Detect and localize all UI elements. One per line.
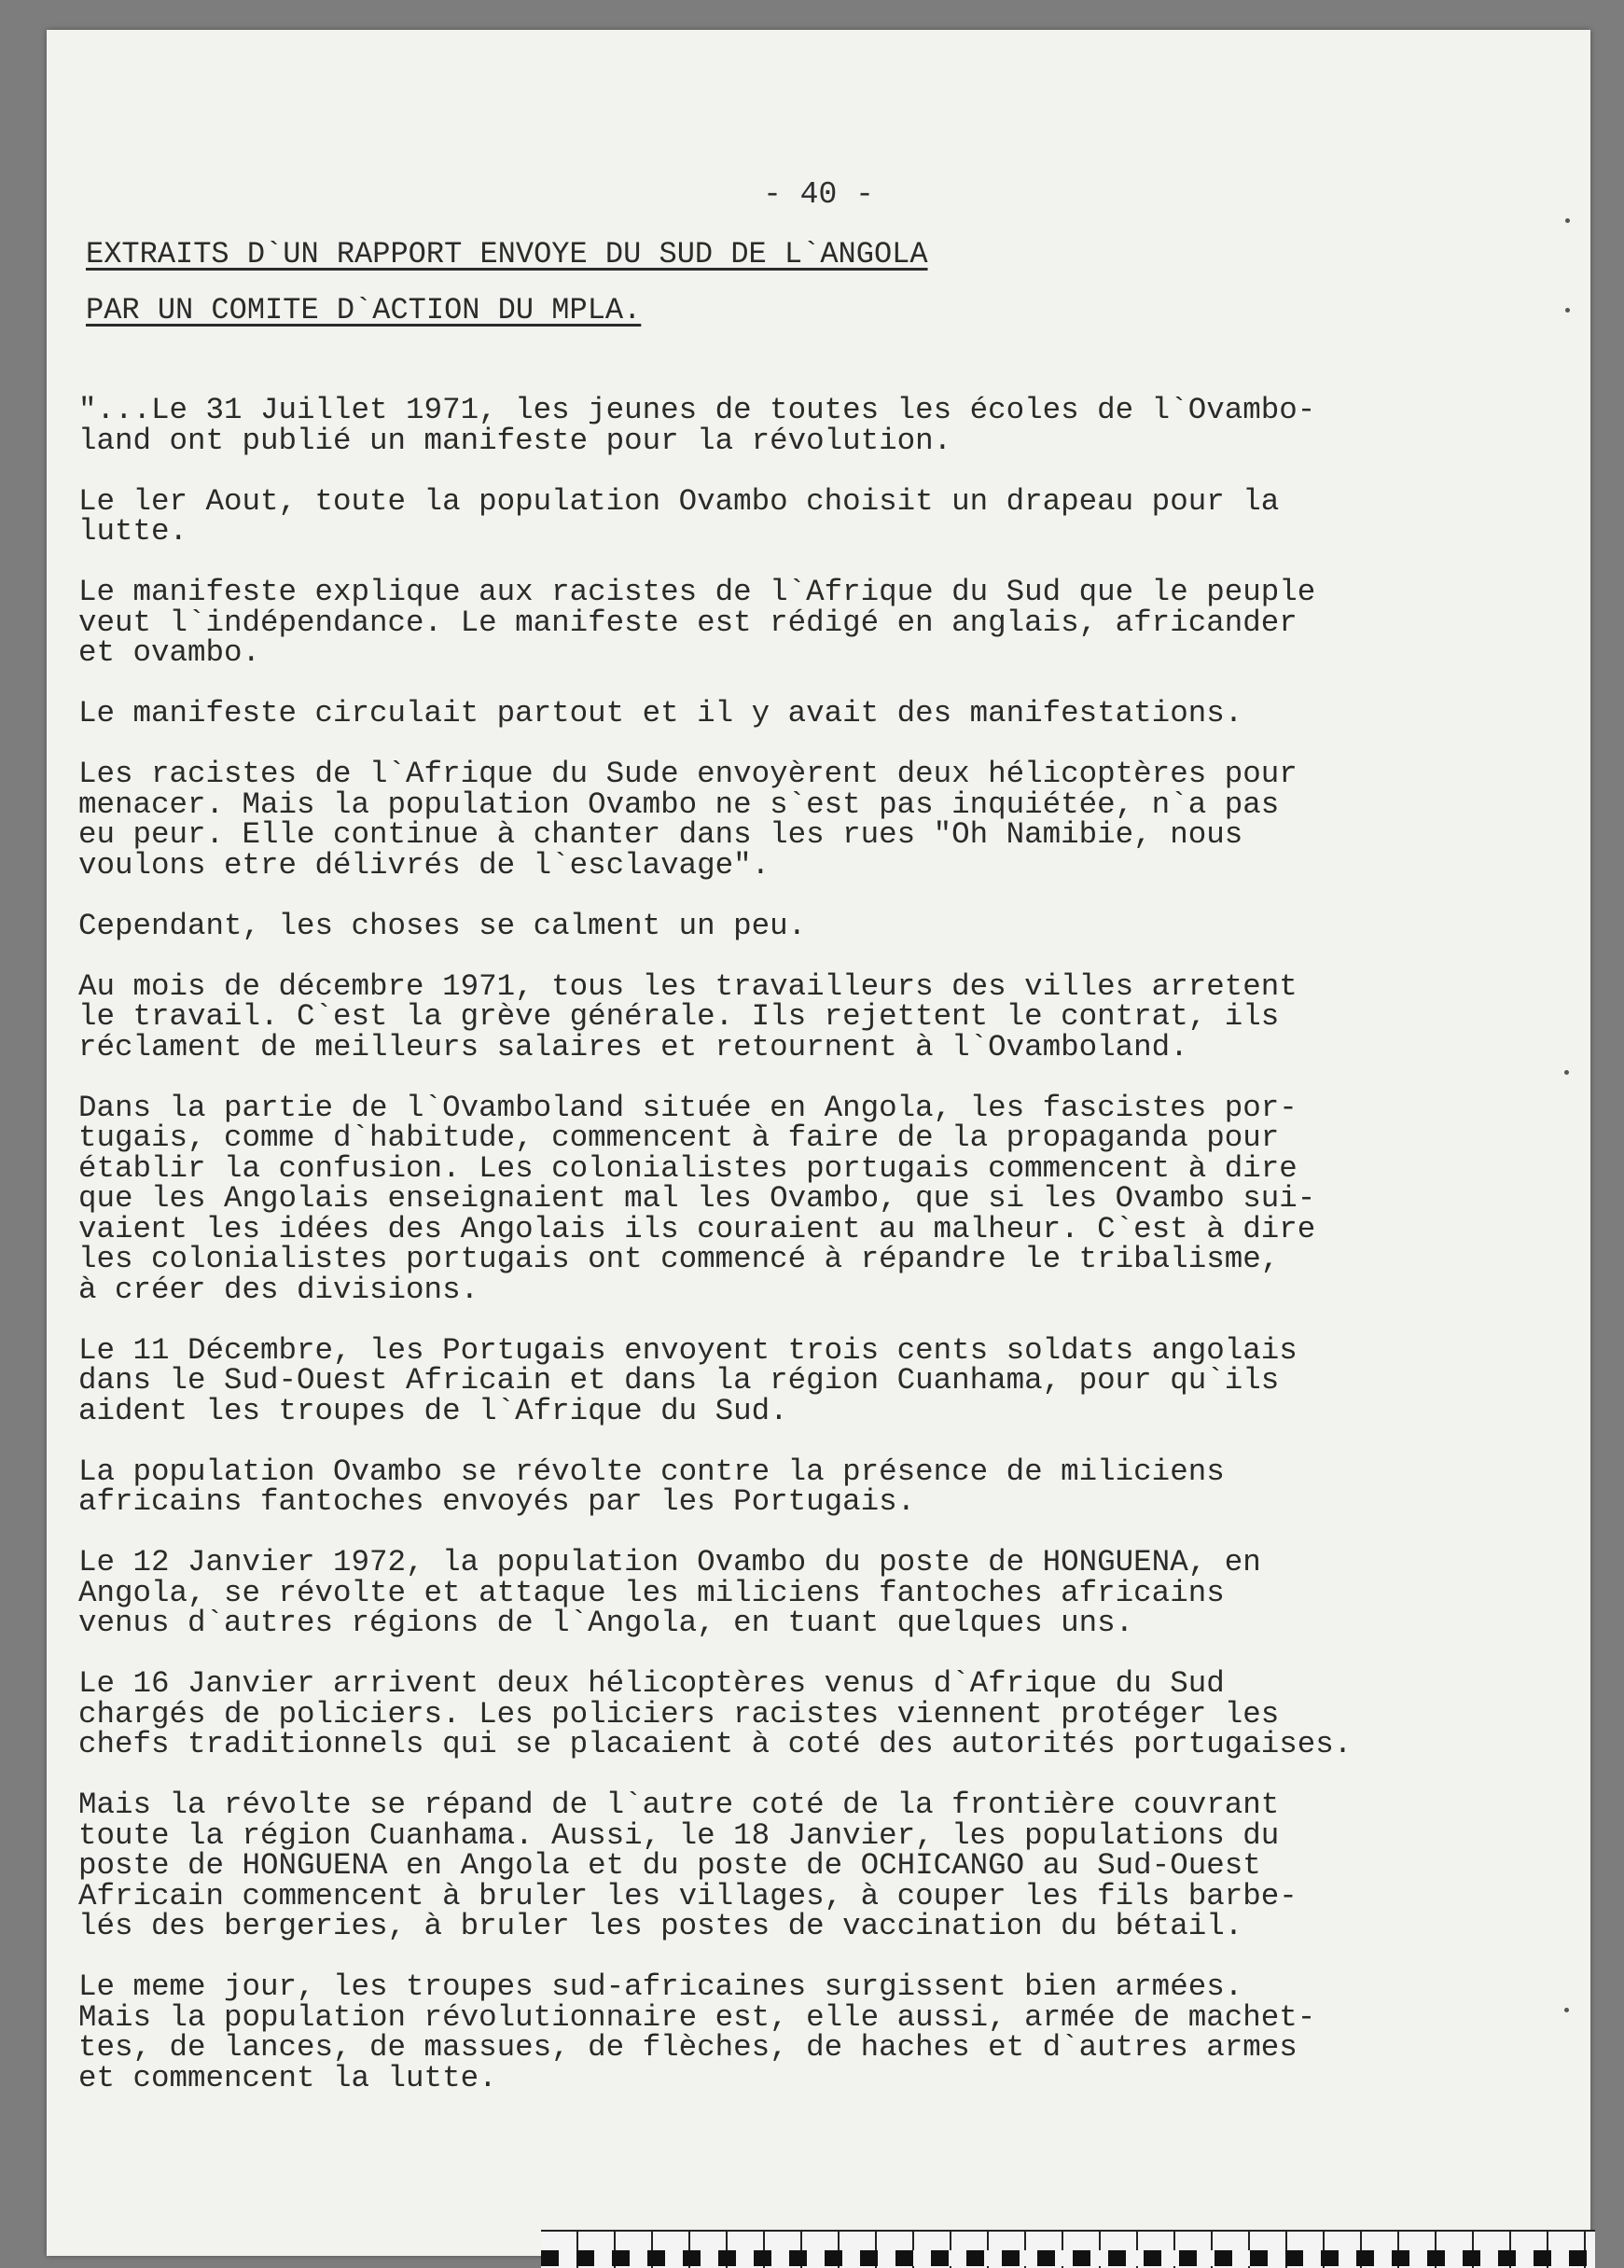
paragraph: "...Le 31 Juillet 1971, les jeunes de toutes les écoles de l`Ovambo- land ont publié un manifeste pour la révolution. bbox=[78, 393, 1316, 458]
paragraph: La population Ovambo se révolte contre la présence de miliciens africains fantoches envoyés par les Portugais. bbox=[78, 1454, 1225, 1519]
paragraph: Le meme jour, les troupes sud-africaines surgissent bien armées. Mais la population révolutionnaire est, elle aussi, armée de machet- tes, de lances, de massues, de flèches, de haches et d`autres armes et commencent la lutte. bbox=[78, 1969, 1316, 2095]
margin-dot bbox=[1565, 308, 1570, 313]
paragraph: Le manifeste circulait partout et il y avait des manifestations. bbox=[78, 696, 1243, 730]
report-body bbox=[78, 393, 1422, 2124]
paragraph: Le 16 Janvier arrivent deux hélicoptères venus d`Afrique du Sud chargés de policiers. Les policiers racistes viennent protéger les chefs traditionnels qui se placaient à coté des autorités portugaises. bbox=[78, 1666, 1353, 1761]
page-number: - 40 - bbox=[763, 177, 874, 212]
paragraph: Cependant, les choses se calment un peu. bbox=[78, 908, 807, 943]
title-line-2: PAR UN COMITE D`ACTION DU MPLA. bbox=[86, 293, 642, 327]
paragraph: Le ler Aout, toute la population Ovambo choisit un drapeau pour la lutte. bbox=[78, 483, 1280, 549]
scale-ruler-strip bbox=[541, 2250, 1595, 2266]
margin-dot bbox=[1564, 1070, 1569, 1075]
paragraph: Mais la révolte se répand de l`autre coté de la frontière couvrant toute la région Cuanhama. Aussi, le 18 Janvier, les populations du poste de HONGUENA en Angola et du poste de OCHICANGO au Sud-Ouest Africain commencent à bruler les villages, à couper les fils barbe- lés des bergeries, à bruler les postes de vaccination du bétail. bbox=[78, 1788, 1298, 1943]
paragraph: Le 12 Janvier 1972, la population Ovambo du poste de HONGUENA, en Angola, se révolte et attaque les miliciens fantoches africains venus d`autres régions de l`Angola, en tuant quelques uns. bbox=[78, 1545, 1261, 1640]
margin-dot bbox=[1564, 2008, 1569, 2012]
paragraph: Le manifeste explique aux racistes de l`Afrique du Sud que le peuple veut l`indépendance. Le manifeste est rédigé en anglais, africander et ovambo. bbox=[78, 575, 1316, 670]
document-page bbox=[47, 30, 1590, 2256]
title-line-1: EXTRAITS D`UN RAPPORT ENVOYE DU SUD DE L`ANGOLA bbox=[86, 237, 928, 271]
paragraph: Dans la partie de l`Ovamboland située en Angola, les fascistes por- tugais, comme d`habitude, commencent à faire de la propaganda pour établir la confusion. Les colonialistes portugais commencent à dire que les Angolais enseignaient mal les Ovambo, que si les Ovambo sui- vaient les idées des Angolais ils couraient au malheur. C`est à dire les colonialistes portugais ont commencé à répandre le tribalisme, à créer des divisions. bbox=[78, 1090, 1316, 1307]
paragraph: Les racistes de l`Afrique du Sude envoyèrent deux hélicoptères pour menacer. Mais la population Ovambo ne s`est pas inquiétée, n`a pas eu peur. Elle continue à chanter dans les rues "Oh Namibie, nous voulons etre délivrés de l`esclavage". bbox=[78, 757, 1298, 883]
paragraph: Le 11 Décembre, les Portugais envoyent trois cents soldats angolais dans le Sud-Ouest Africain et dans la région Cuanhama, pour qu`ils aident les troupes de l`Afrique du Sud. bbox=[78, 1332, 1298, 1428]
margin-dot bbox=[1565, 218, 1570, 223]
paragraph: Au mois de décembre 1971, tous les travailleurs des villes arretent le travail. C`est la grève générale. Ils rejettent le contrat, ils réclament de meilleurs salaires et retournent à l`Ovamboland. bbox=[78, 968, 1298, 1064]
